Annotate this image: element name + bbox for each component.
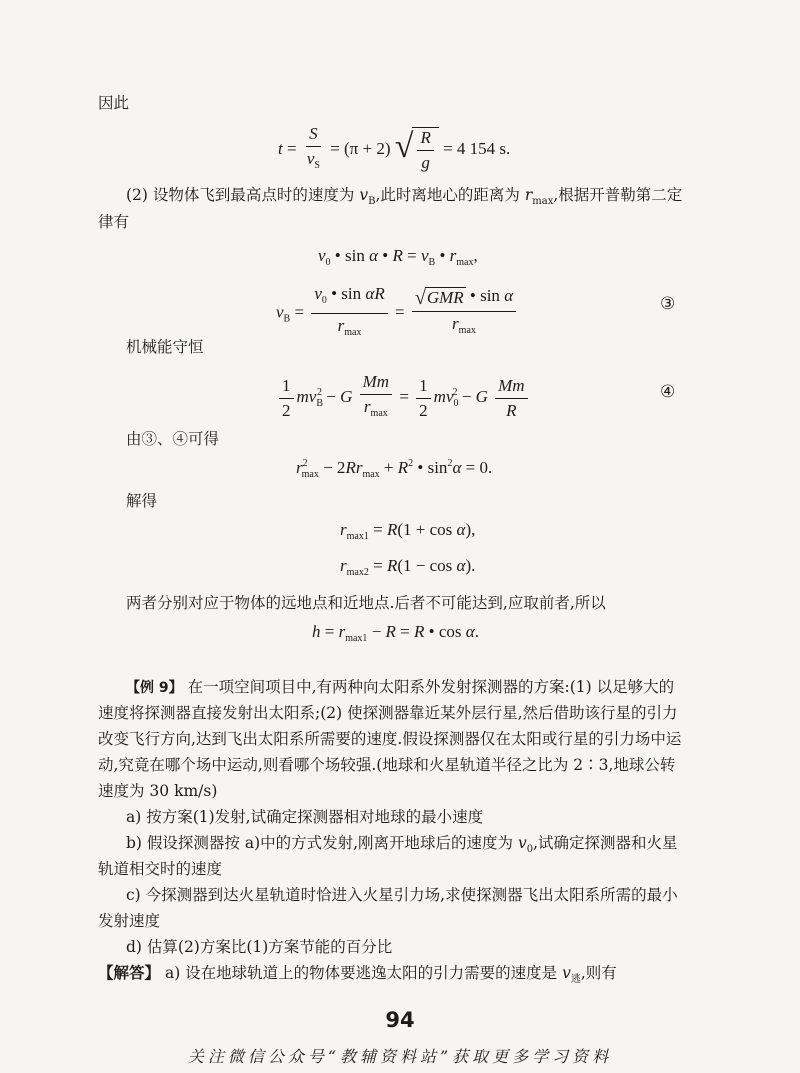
text-line: 由③、④可得 (126, 430, 220, 448)
equation-time: t = $\frac{S}{v_S}$ = (π + 2) √ $\frac{R}{g}$ = 4 154 s. (278, 124, 511, 172)
equation-root-1: $r_{max1} = R(1 + \cos \alpha)$, (340, 520, 476, 542)
footer-note: 关注微信公众号“教辅资料站”获取更多学习资料 (187, 1047, 613, 1066)
example-line: 速度为 30 km/s) (98, 782, 218, 800)
example-line: 【例 9】 在一项空间项目中,有两种向太阳系外发射探测器的方案:(1) 以足够大的 (126, 678, 675, 696)
text-line: 律有 (98, 213, 130, 231)
answer-label: 【解答】 (98, 964, 161, 982)
question-d: d) 估算(2)方案比(1)方案节能的百分比 (126, 938, 393, 956)
time-value: = 4 154 s. (443, 138, 511, 158)
equation-tag-4: ④ (660, 382, 676, 402)
equation-root-2: $r_{max2} = R(1 - \cos \alpha)$. (340, 556, 476, 578)
equation-energy: $\frac{1}{2}$ $mv_B^2 - G$ $\frac{Mm}{r_{max}}$ = $\frac{1}{2}$ $mv_0^2 - G$ $\frac{Mm}{R}$ (276, 372, 531, 424)
page-number: 94 (385, 1008, 415, 1032)
equation-kepler: $v_0$ • sin α • $R = v_B$ • $r_{max}$, (318, 246, 478, 268)
question-c: c) 今探测器到达火星轨道时恰进入火星引力场,求使探测器飞出太阳系所需的最小 (126, 886, 678, 904)
question-b: b) 假设探测器按 a)中的方式发射,刚离开地球后的速度为 $v_0$,试确定探测器和火星 (126, 834, 678, 855)
answer-line: 【解答】 a) 设在地球轨道上的物体要逃逸太阳的引力需要的速度是 $v_逃$,则有 (98, 964, 617, 985)
example-line: 速度将探测器直接发射出太阳系;(2) 使探测器靠近某外层行星,然后借助该行星的引力 (98, 704, 678, 722)
example-label: 【例 9】 (126, 680, 183, 696)
equation-height: $h = r_{max1} - R = R$ • cos α. (312, 622, 479, 644)
example-line: 动,究竟在哪个场中运动,则看哪个场较强.(地球和火星轨道半径之比为 2∶3,地球公转 (98, 756, 676, 774)
example-line: 改变飞行方向,达到飞出太阳系所需要的速度.假设探测器仅在太阳或行星的引力场中运 (98, 730, 682, 748)
text-line: 解得 (126, 492, 158, 510)
question-a: a) 按方案(1)发射,试确定探测器相对地球的最小速度 (126, 808, 484, 826)
equation-quadratic: $r^2_{max} - 2Rr_{max} + R^2$ • $\sin^2\alpha = 0$. (296, 458, 493, 480)
text-line: 机械能守恒 (126, 338, 204, 356)
text-line: (2) 设物体飞到最高点时的速度为 $v_B$,此时离地心的距离为 $r_{max}$,根据开普勒第二定 (126, 186, 683, 207)
text-line: 因此 (98, 94, 130, 112)
equation-vb: $v_B$ = $\frac{v_0 • \sin \alpha R}{r_{max}}$ = √ GMR • sin α $r_{max}$ (276, 284, 519, 343)
equation-tag-3: ③ (660, 294, 676, 314)
question-b-cont: 轨道相交时的速度 (98, 860, 223, 878)
text-line: 两者分别对应于物体的远地点和近地点.后者不可能达到,应取前者,所以 (126, 594, 606, 612)
question-c-cont: 发射速度 (98, 912, 161, 930)
